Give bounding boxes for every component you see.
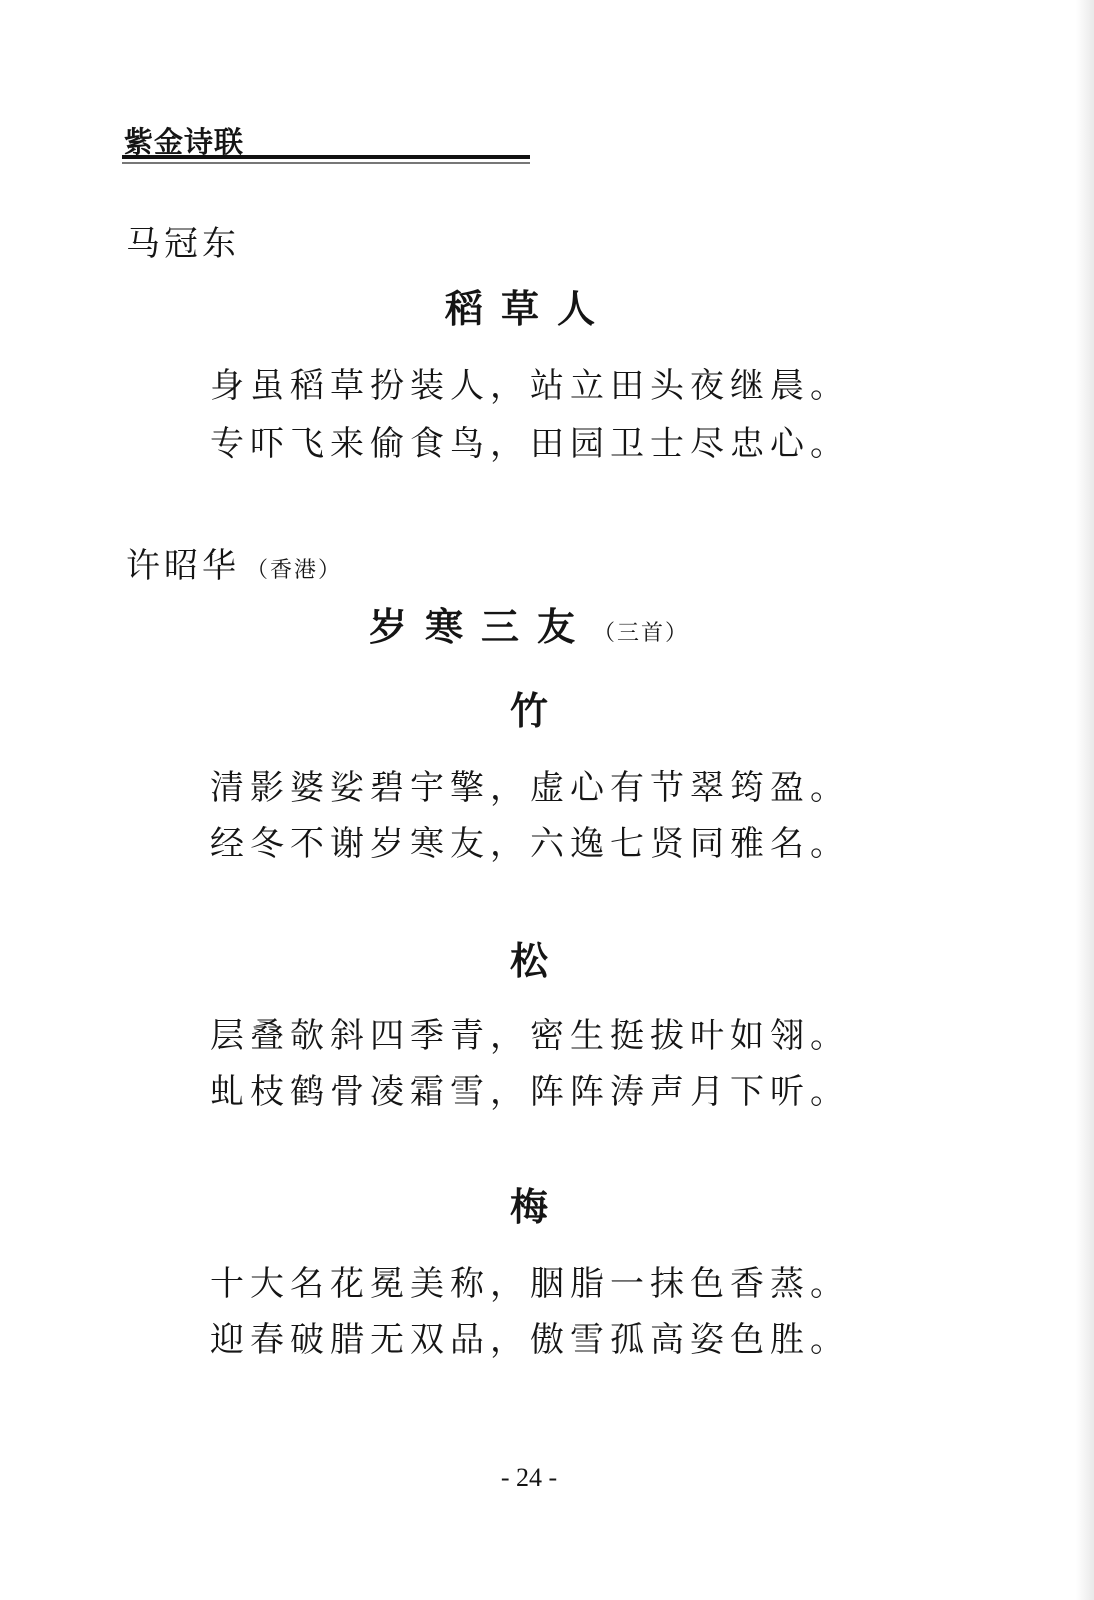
poem-line: 专吓飞来偷食鸟，田园卫士尽忠心。 (210, 424, 850, 464)
poem-line: 十大名花冕美称，胭脂一抹色香蒸。 (210, 1264, 850, 1304)
poem-line: 身虽稻草扮装人，站立田头夜继晨。 (210, 366, 850, 406)
book-title: 紫金诗联 (124, 125, 245, 159)
sub-poem-title: 松 (509, 938, 548, 983)
header-rule (122, 155, 530, 159)
sub-poem-title: 竹 (509, 688, 548, 733)
page-edge-shadow (1076, 0, 1094, 1600)
page-number: - 24 - (500, 1463, 558, 1492)
poem-title: 岁寒三友 (368, 604, 593, 649)
poem-line: 清影婆娑碧宇擎，虚心有节翠筠盈。 (210, 768, 850, 808)
author-line (126, 546, 342, 591)
author-name: 马冠东 (126, 224, 240, 264)
header-rule-thin (122, 162, 530, 164)
poem-line: 虬枝鹤骨凌霜雪，阵阵涛声月下听。 (210, 1072, 850, 1112)
poem-line: 层叠欹斜四季青，密生挺拔叶如翎。 (210, 1016, 850, 1056)
poem-count-note: （三首） (593, 621, 690, 646)
sub-poem-title: 梅 (509, 1184, 548, 1229)
poem-title-line (0, 604, 1058, 657)
poem-line: 经冬不谢岁寒友，六逸七贤同雅名。 (210, 824, 850, 864)
author-name: 许昭华 (126, 546, 240, 586)
poem-title: 稻草人 (444, 286, 613, 331)
author-region: （香港） (246, 558, 343, 583)
poem-line: 迎春破腊无双品，傲雪孤高姿色胜。 (210, 1320, 850, 1360)
